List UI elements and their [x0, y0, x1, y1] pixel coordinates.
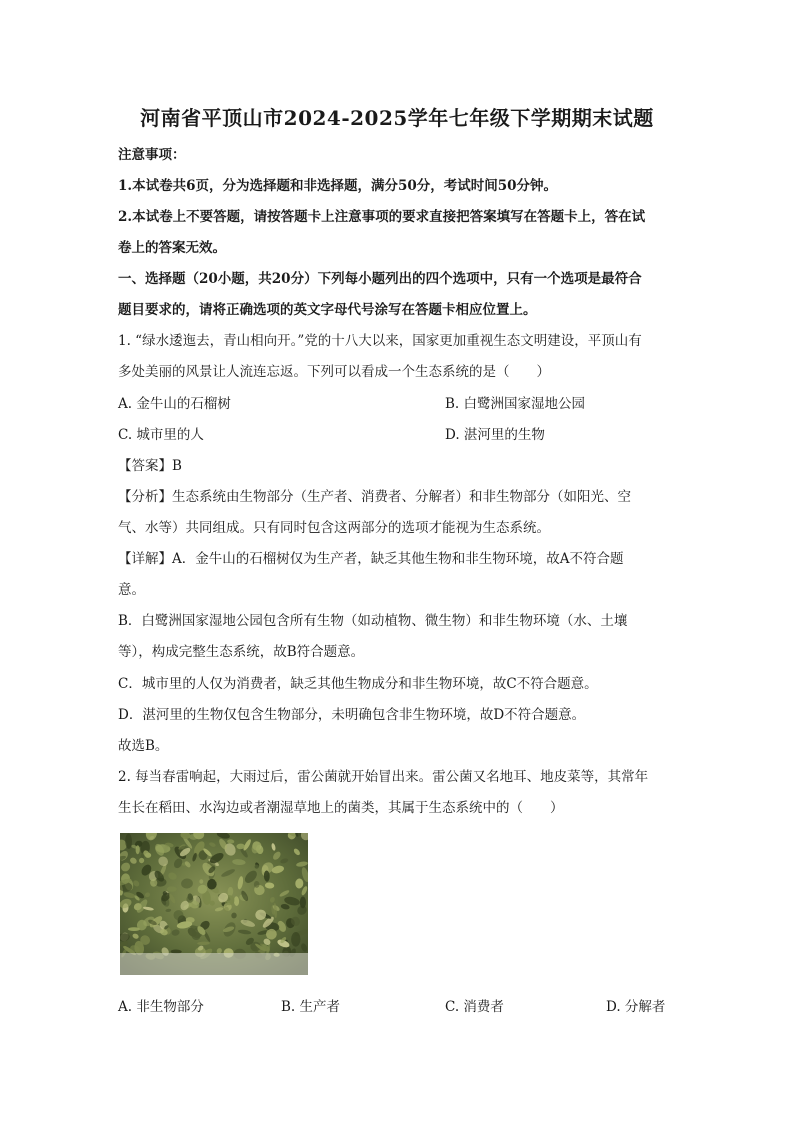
- q1-detail-line-1: 【详解】A．金牛山的石榴树仅为生产者，缺乏其他生物和非生物环境，故A不符合题: [118, 551, 624, 567]
- document-title: 河南省平顶山市2024-2025学年七年级下学期期末试题: [140, 106, 654, 130]
- question-1-line-2: 多处美丽的风景让人流连忘返。下列可以看成一个生态系统的是（ ）: [118, 364, 550, 380]
- q1-detail-line-3: B．白鹭洲国家湿地公园包含所有生物（如动植物、微生物）和非生物环境（水、土壤: [118, 613, 628, 629]
- q2-option-d: D. 分解者: [606, 999, 666, 1015]
- question-2-line-1: 2. 每当春雷响起，大雨过后，雷公菌就开始冒出来。雷公菌又名地耳、地皮菜等，其常年: [118, 769, 649, 785]
- fungus-photo: [120, 833, 308, 975]
- notice-item-2-line-2: 卷上的答案无效。: [118, 240, 226, 256]
- q2-option-c: C. 消费者: [445, 999, 504, 1015]
- question-1-line-1: 1. “绿水逶迤去，青山相向开。”党的十八大以来，国家更加重视生态文明建设，平顶山有: [118, 333, 642, 349]
- q2-option-b: B. 生产者: [281, 999, 341, 1015]
- q1-answer: 【答案】B: [118, 458, 182, 474]
- section-heading-line-2: 题目要求的，请将正确选项的英文字母代号涂写在答题卡相应位置上。: [118, 302, 537, 318]
- notice-item-2-line-1: 2.本试卷上不要答题，请按答题卡上注意事项的要求直接把答案填写在答题卡上，答在试: [118, 209, 646, 225]
- q1-conclusion: 故选B。: [118, 738, 169, 754]
- q2-option-a: A. 非生物部分: [118, 999, 204, 1015]
- q1-analysis-line-1: 【分析】生态系统由生物部分（生产者、消费者、分解者）和非生物部分（如阳光、空: [118, 489, 631, 505]
- q1-option-b: B. 白鹭洲国家湿地公园: [445, 396, 586, 412]
- section-heading-line-1: 一、选择题（20小题，共20分）下列每小题列出的四个选项中，只有一个选项是最符合: [118, 271, 642, 287]
- notice-item-1: 1.本试卷共6页，分为选择题和非选择题，满分50分，考试时间50分钟。: [118, 178, 558, 194]
- q1-analysis-line-2: 气、水等）共同组成。只有同时包含这两部分的选项才能视为生态系统。: [118, 520, 550, 536]
- question-2-line-2: 生长在稻田、水沟边或者潮湿草地上的菌类，其属于生态系统中的（ ）: [118, 800, 564, 816]
- q1-detail-line-2: 意。: [118, 582, 145, 598]
- q1-option-d: D. 湛河里的生物: [445, 427, 545, 443]
- q1-option-a: A. 金牛山的石榴树: [118, 396, 231, 412]
- fungus-image: [120, 833, 308, 975]
- q1-detail-line-4: 等），构成完整生态系统，故B符合题意。: [118, 644, 365, 660]
- notice-header: 注意事项：: [118, 147, 186, 163]
- q1-option-c: C. 城市里的人: [118, 427, 204, 443]
- q1-detail-line-6: D．湛河里的生物仅包含生物部分，未明确包含非生物环境，故D不符合题意。: [118, 707, 586, 723]
- q1-detail-line-5: C．城市里的人仅为消费者，缺乏其他生物成分和非生物环境，故C不符合题意。: [118, 676, 598, 692]
